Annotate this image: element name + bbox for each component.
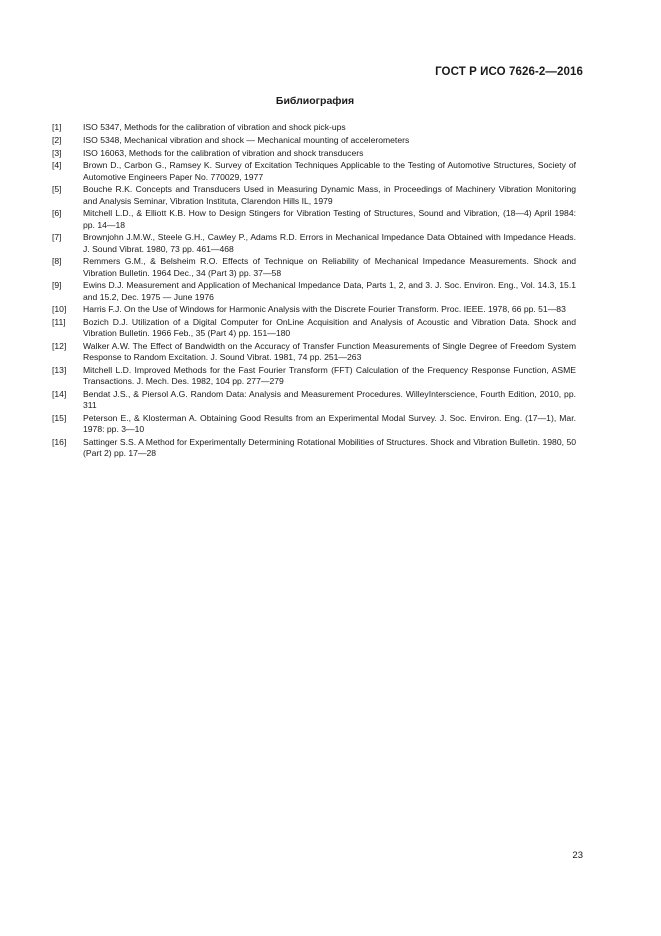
- reference-text: Remmers G.M., & Belsheim R.O. Effects of Technique on Reliability of Mechanical Impedance Measurements. Shock and Vibration Bulletin. 1964 Dec., 34 (Part 3) pp. 37—58: [83, 256, 576, 278]
- reference-text: Walker A.W. The Effect of Bandwidth on the Accuracy of Transfer Function Measurements of Single Degree of Freedom System Response to Random Excitation. J. Sound Vibrat. 1981, 74 pp. 251—263: [83, 341, 576, 363]
- reference-text: Brownjohn J.M.W., Steele G.H., Cawley P., Adams R.D. Errors in Mechanical Impedance Data Obtained with Impedance Heads. J. Sound Vibrat. 1980, 73 pp. 461—468: [83, 232, 576, 254]
- reference-number: [9]: [52, 280, 62, 291]
- reference-number: [4]: [52, 160, 62, 171]
- bibliography-item: [52, 317, 576, 339]
- reference-number: [6]: [52, 208, 62, 219]
- reference-number: [11]: [52, 317, 66, 328]
- reference-number: [15]: [52, 413, 67, 424]
- bibliography-item: [52, 389, 576, 411]
- reference-number: [8]: [52, 256, 62, 267]
- reference-text: Peterson E., & Klosterman A. Obtaining Good Results from an Experimental Modal Survey. J. Soc. Environ. Eng. (17—1), Mar. 1978: pp. 3—10: [83, 413, 576, 435]
- bibliography-item: [52, 160, 576, 182]
- bibliography-item: [52, 304, 576, 315]
- reference-text: Mitchell L.D. Improved Methods for the Fast Fourier Transform (FFT) Calculation of the Frequency Response Function, ASME Transactions. J. Mech. Des. 1982, 104 pp. 277—279: [83, 365, 576, 387]
- document-code-header: ГОСТ Р ИСО 7626-2—2016: [435, 66, 583, 78]
- bibliography-item: [52, 135, 576, 146]
- reference-text: Brown D., Carbon G., Ramsey K. Survey of Excitation Techniques Applicable to the Testing of Automotive Structures, Society of Automotive Engineers Paper No. 770029, 1977: [83, 160, 576, 182]
- reference-number: [12]: [52, 341, 67, 352]
- reference-text: Ewins D.J. Measurement and Application of Mechanical Impedance Data, Parts 1, 2, and 3. J. Soc. Environ. Eng., Vol. 14.3, 15.1 and 15.2, Dec. 1975 — June 1976: [83, 280, 576, 302]
- reference-text: Sattinger S.S. A Method for Experimentally Determining Rotational Mobilities of Structures. Shock and Vibration Bulletin. 1980, 50 (Part 2) pp. 17—28: [83, 437, 576, 459]
- bibliography-item: [52, 341, 576, 363]
- reference-text: Bendat J.S., & Piersol A.G. Random Data: Analysis and Measurement Procedures. WilleyInterscience, Fourth Edition, 2010, pp. 311: [83, 389, 576, 411]
- reference-number: [1]: [52, 122, 62, 132]
- reference-number: [16]: [52, 437, 67, 448]
- bibliography-item: [52, 148, 576, 159]
- reference-text: ISO 5348, Mechanical vibration and shock — Mechanical mounting of accelerometers: [83, 134, 410, 145]
- bibliography-item: [52, 184, 576, 206]
- reference-text: Harris F.J. On the Use of Windows for Harmonic Analysis with the Discrete Fourier Transform. Proc. IEEE. 1978, 66 pp. 51—83: [83, 304, 566, 315]
- bibliography-list: [52, 122, 576, 461]
- bibliography-item: [52, 280, 576, 302]
- reference-number: [14]: [52, 389, 67, 400]
- page-number: 23: [572, 850, 583, 861]
- bibliography-item: [52, 413, 576, 435]
- reference-number: [7]: [52, 232, 62, 243]
- reference-text: ISO 5347, Methods for the calibration of vibration and shock pick-ups: [83, 122, 346, 132]
- reference-number: [10]: [52, 304, 67, 315]
- reference-text: Bouche R.K. Concepts and Transducers Used in Measuring Dynamic Mass, in Proceedings of Machinery Vibration Monitoring and Analysis Seminar, Vibration Instituta, Clarendon Hills IL, 1979: [83, 184, 576, 206]
- bibliography-item: [52, 208, 576, 230]
- bibliography-item: [52, 365, 576, 387]
- reference-text: Bozich D.J. Utilization of a Digital Computer for OnLine Acquisition and Analysis of Acoustic and Vibration Data. Shock and Vibration Bulletin. 1966 Feb., 35 (Part 4) pp. 151—180: [83, 317, 576, 339]
- reference-text: ISO 16063, Methods for the calibration of vibration and shock transducers: [83, 147, 364, 158]
- bibliography-title: Библиография: [275, 95, 355, 107]
- reference-text: Mitchell L.D., & Elliott K.B. How to Design Stingers for Vibration Testing of Structures, Sound and Vibration, (18—4) April 1984: pp. 14—18: [83, 208, 576, 230]
- bibliography-item: [52, 122, 576, 133]
- reference-number: [5]: [52, 184, 62, 195]
- bibliography-item: [52, 232, 576, 254]
- reference-number: [3]: [52, 147, 62, 158]
- reference-number: [2]: [52, 134, 62, 145]
- bibliography-item: [52, 256, 576, 278]
- bibliography-item: [52, 437, 576, 459]
- reference-number: [13]: [52, 365, 67, 376]
